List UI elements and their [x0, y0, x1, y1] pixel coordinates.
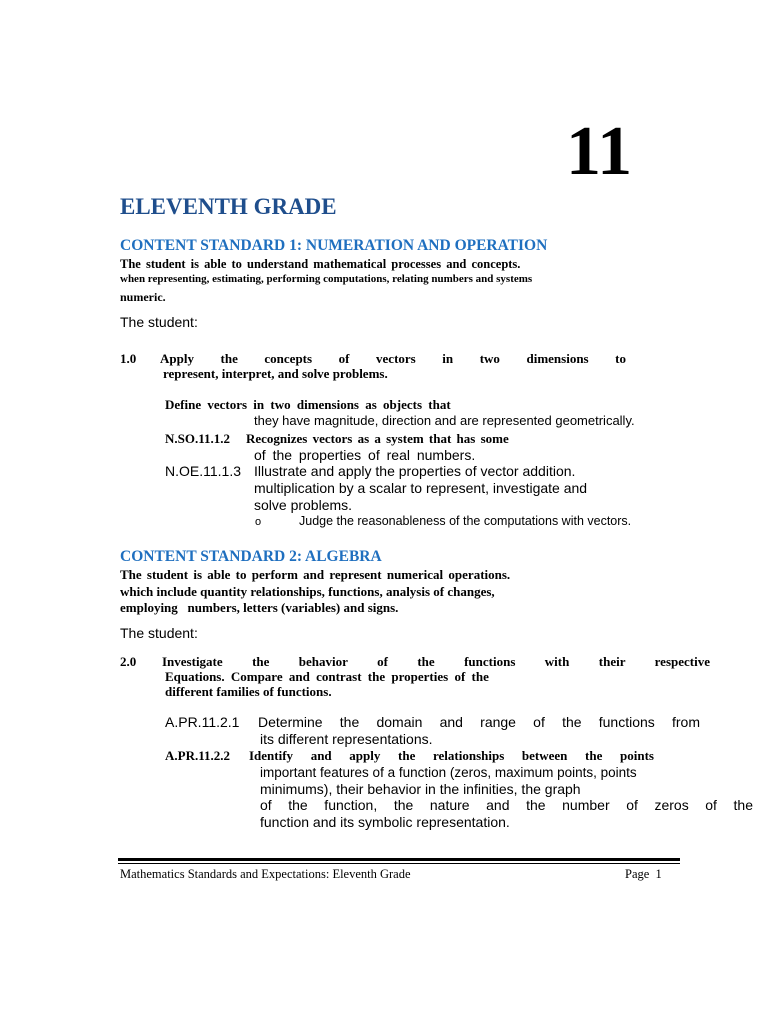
exp2-2-code: A.PR.11.2.2 [165, 748, 230, 763]
footer-title: Mathematics Standards and Expectations: Eleventh Grade [120, 867, 411, 881]
exp2-2-line3: minimums), their behavior in the infinities, the graph [260, 781, 581, 797]
exp1-2-line1: Recognizes vectors as a system that has some [246, 431, 509, 446]
item1-line1: Apply the concepts of vectors in two dimensions to [160, 351, 626, 366]
exp2-2-line5: function and its symbolic representation. [260, 814, 510, 830]
standard1-desc-line2: when representing, estimating, performing computations, relating numbers and systems [120, 273, 533, 285]
exp2-1-line1: Determine the domain and range of the functions from [258, 714, 700, 730]
exp1-2-line2: of the properties of real numbers. [254, 447, 476, 463]
exp1-2-code: N.SO.11.1.2 [165, 431, 231, 446]
standard2-heading: CONTENT STANDARD 2: ALGEBRA [120, 548, 382, 565]
exp1-3-line2: multiplication by a scalar to represent, investigate and [254, 480, 588, 496]
exp1-1-line1: Define vectors in two dimensions as objects that [165, 397, 451, 412]
footer-rule-thick [118, 858, 680, 861]
exp1-3-line1: Illustrate and apply the properties of vector addition. [254, 463, 576, 479]
item2-line3: different families of functions. [165, 684, 332, 699]
bullet-marker: o [255, 516, 262, 528]
footer-rule-thin [118, 863, 680, 864]
item2-line2: Equations. Compare and contrast the properties of the [165, 669, 489, 684]
exp2-1-line2: its different representations. [260, 731, 433, 747]
standard1-desc-line3: numeric. [120, 290, 166, 304]
item1-line2: represent, interpret, and solve problems. [163, 366, 388, 381]
exp2-2-line1: Identify and apply the relationships between the points [249, 748, 654, 763]
standard2-desc-line2: which include quantity relationships, functions, analysis of changes, [120, 584, 495, 599]
standard2-desc-line1: The student is able to perform and represent numerical operations. [120, 567, 511, 582]
standard1-desc-line1 [120, 257, 607, 272]
item1-number: 1.0 [120, 351, 137, 366]
exp2-1-code: A.PR.11.2.1 [165, 714, 240, 730]
standard2-the-student: The student: [120, 625, 198, 641]
grade-number: 11 [566, 113, 633, 190]
exp1-3-line3: solve problems. [254, 497, 353, 513]
exp2-2-line2: important features of a function (zeros, maximum points, points [260, 765, 637, 780]
standard1-desc-text1: The student is able to understand mathematical processes and concepts. [120, 257, 521, 271]
standard2-desc-line3: employing numbers, letters (variables) and signs. [120, 600, 399, 615]
item2-line1: Investigate the behavior of the functions with their respective [162, 654, 710, 669]
exp1-3-code: N.OE.11.1.3 [165, 463, 242, 479]
bullet-text: Judge the reasonableness of the computations with vectors. [299, 514, 632, 528]
standard1-heading: CONTENT STANDARD 1: NUMERATION AND OPERATION [120, 237, 548, 254]
page-title: ELEVENTH GRADE [120, 194, 337, 219]
exp1-1-line2: they have magnitude, direction and are represented geometrically. [254, 413, 635, 428]
exp2-2-line4: of the function, the nature and the number of zeros of the [260, 797, 753, 813]
footer-page-number: Page 1 [625, 867, 662, 881]
item2-number: 2.0 [120, 654, 137, 669]
standard1-the-student: The student: [120, 314, 198, 330]
